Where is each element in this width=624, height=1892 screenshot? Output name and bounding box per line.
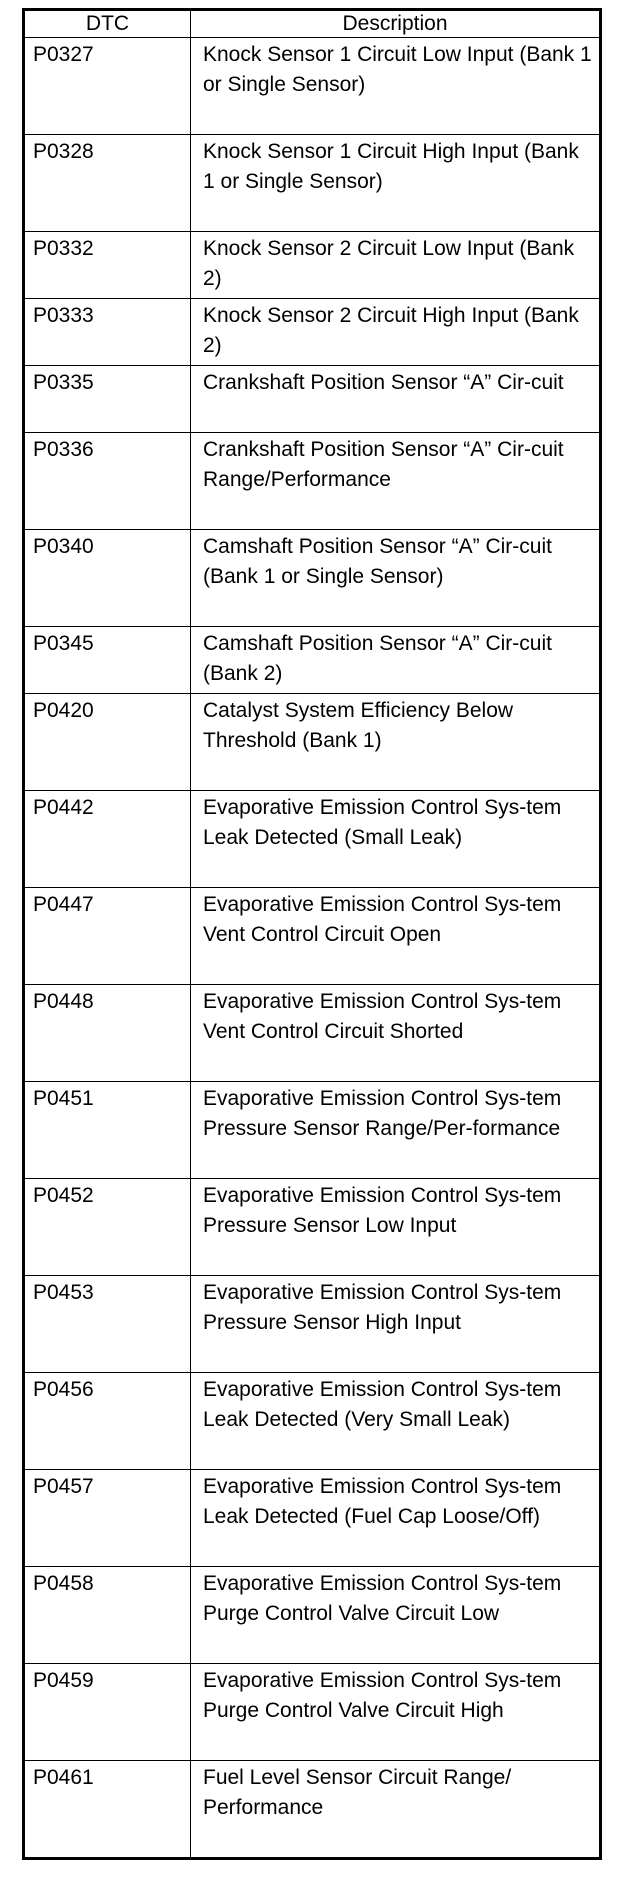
- dtc-code: P0345: [24, 627, 191, 694]
- dtc-description: Crankshaft Position Sensor “A” Cir-cuit: [191, 366, 601, 433]
- dtc-code: P0453: [24, 1276, 191, 1373]
- dtc-code: P0457: [24, 1470, 191, 1567]
- table-row: [24, 1373, 601, 1470]
- dtc-description: Catalyst System Efficiency Below Threshold (Bank 1): [191, 694, 601, 791]
- table-row: [24, 1761, 601, 1859]
- table-row: [24, 1276, 601, 1373]
- dtc-description: Evaporative Emission Control Sys-tem Pressure Sensor High Input: [191, 1276, 601, 1373]
- table-row: [24, 627, 601, 694]
- dtc-code: P0461: [24, 1761, 191, 1859]
- table-row: [24, 985, 601, 1082]
- dtc-code: P0451: [24, 1082, 191, 1179]
- dtc-code: P0420: [24, 694, 191, 791]
- dtc-code: P0459: [24, 1664, 191, 1761]
- dtc-description: Camshaft Position Sensor “A” Cir-cuit (Bank 2): [191, 627, 601, 694]
- table-row: [24, 299, 601, 366]
- table-row: [24, 366, 601, 433]
- table-row: [24, 1082, 601, 1179]
- dtc-code: P0328: [24, 135, 191, 232]
- table-row: [24, 135, 601, 232]
- dtc-code: P0452: [24, 1179, 191, 1276]
- dtc-description: Evaporative Emission Control Sys-tem Vent Control Circuit Shorted: [191, 985, 601, 1082]
- dtc-code: P0336: [24, 433, 191, 530]
- table-row: [24, 530, 601, 627]
- dtc-code: P0332: [24, 232, 191, 299]
- dtc-description: Evaporative Emission Control Sys-tem Purge Control Valve Circuit High: [191, 1664, 601, 1761]
- table-row: [24, 38, 601, 135]
- dtc-code: P0456: [24, 1373, 191, 1470]
- dtc-table: [22, 8, 602, 1860]
- header-dtc: DTC: [24, 10, 191, 38]
- header-row: [24, 10, 601, 38]
- table-row: [24, 1664, 601, 1761]
- table-row: [24, 232, 601, 299]
- dtc-description: Knock Sensor 1 Circuit High Input (Bank 1 or Single Sensor): [191, 135, 601, 232]
- dtc-description: Evaporative Emission Control Sys-tem Pressure Sensor Range/Per-formance: [191, 1082, 601, 1179]
- dtc-code: P0447: [24, 888, 191, 985]
- dtc-code: P0340: [24, 530, 191, 627]
- dtc-description: Evaporative Emission Control Sys-tem Vent Control Circuit Open: [191, 888, 601, 985]
- dtc-description: Camshaft Position Sensor “A” Cir-cuit (Bank 1 or Single Sensor): [191, 530, 601, 627]
- table-row: [24, 1470, 601, 1567]
- dtc-code: P0442: [24, 791, 191, 888]
- dtc-description: Evaporative Emission Control Sys-tem Leak Detected (Small Leak): [191, 791, 601, 888]
- table-row: [24, 433, 601, 530]
- dtc-code: P0335: [24, 366, 191, 433]
- dtc-description: Knock Sensor 1 Circuit Low Input (Bank 1 or Single Sensor): [191, 38, 601, 135]
- dtc-description: Evaporative Emission Control Sys-tem Leak Detected (Fuel Cap Loose/Off): [191, 1470, 601, 1567]
- table-row: [24, 694, 601, 791]
- header-description: Description: [191, 10, 601, 38]
- table-row: [24, 791, 601, 888]
- dtc-table-container: [22, 8, 602, 1860]
- table-row: [24, 1179, 601, 1276]
- dtc-description: Evaporative Emission Control Sys-tem Leak Detected (Very Small Leak): [191, 1373, 601, 1470]
- dtc-code: P0448: [24, 985, 191, 1082]
- dtc-code: P0333: [24, 299, 191, 366]
- dtc-code: P0458: [24, 1567, 191, 1664]
- table-row: [24, 1567, 601, 1664]
- dtc-description: Fuel Level Sensor Circuit Range/ Performance: [191, 1761, 601, 1859]
- table-header: [24, 10, 601, 38]
- dtc-description: Knock Sensor 2 Circuit Low Input (Bank 2): [191, 232, 601, 299]
- table-body: [24, 38, 601, 1859]
- dtc-description: Crankshaft Position Sensor “A” Cir-cuit Range/Performance: [191, 433, 601, 530]
- dtc-description: Evaporative Emission Control Sys-tem Pressure Sensor Low Input: [191, 1179, 601, 1276]
- table-row: [24, 888, 601, 985]
- dtc-description: Evaporative Emission Control Sys-tem Purge Control Valve Circuit Low: [191, 1567, 601, 1664]
- dtc-code: P0327: [24, 38, 191, 135]
- dtc-description: Knock Sensor 2 Circuit High Input (Bank 2): [191, 299, 601, 366]
